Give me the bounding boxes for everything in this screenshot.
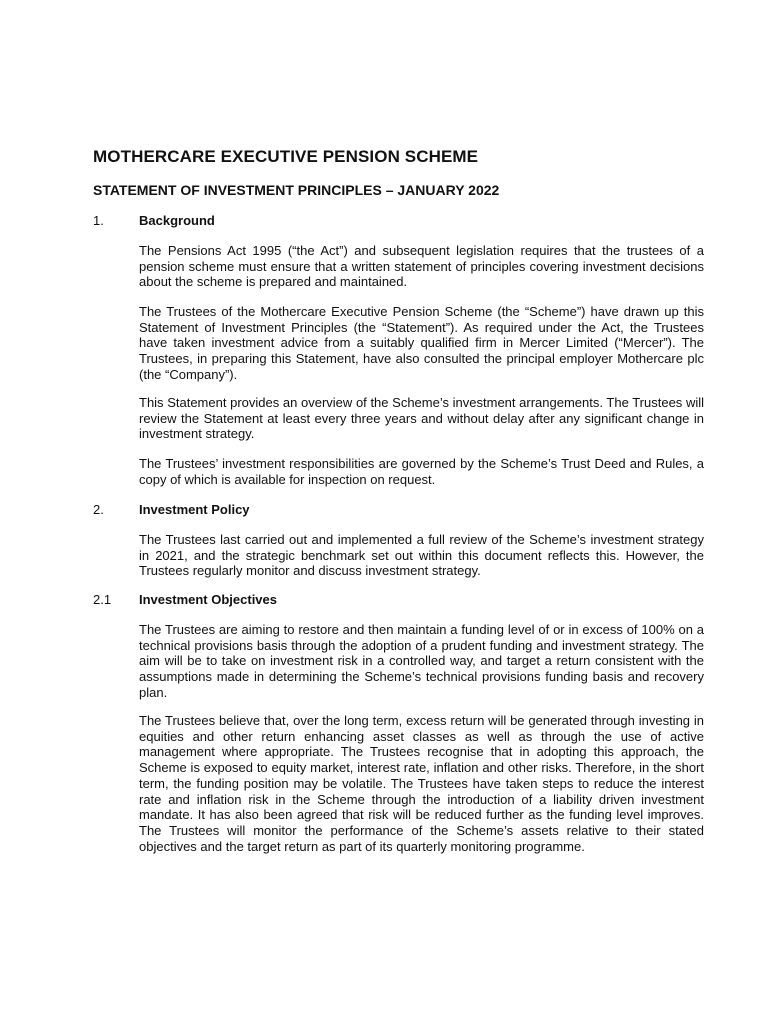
section-number-2: 2. [93,502,104,517]
section-number-2-1: 2.1 [93,592,112,607]
section-number-1: 1. [93,213,104,228]
paragraph: The Trustees’ investment responsibilities are governed by the Scheme’s Trust Deed and Rules, a copy of which is available for inspection on request. [139,456,704,487]
section-heading-background: Background [139,213,215,228]
section-heading-investment-objectives: Investment Objectives [139,592,277,607]
section-heading-investment-policy: Investment Policy [139,502,250,517]
paragraph: The Pensions Act 1995 (“the Act”) and subsequent legislation requires that the trustees of a pension scheme must ensure that a written statement of principles covering investment decisions about the scheme is prepared and maintained. [139,243,704,290]
paragraph: The Trustees are aiming to restore and then maintain a funding level of or in excess of 100% on a technical provisions basis through the adoption of a prudent funding and investment strategy. The aim will be to take on investment risk in a controlled way, and target a return consistent with the assumptions made in determining the Scheme’s technical provisions funding basis and recovery plan. [139,622,704,700]
document-subtitle: STATEMENT OF INVESTMENT PRINCIPLES – JANUARY 2022 [93,182,500,198]
document-title: MOTHERCARE EXECUTIVE PENSION SCHEME [93,147,479,166]
paragraph: The Trustees last carried out and implemented a full review of the Scheme’s investment strategy in 2021, and the strategic benchmark set out within this document reflects this. However, the Trustees regularly monitor and discuss investment strategy. [139,532,704,579]
paragraph: The Trustees of the Mothercare Executive Pension Scheme (the “Scheme”) have drawn up this Statement of Investment Principles (the “Statement”). As required under the Act, the Trustees have taken investment advice from a suitably qualified firm in Mercer Limited (“Mercer”). The Trustees, in preparing this Statement, have also consulted the principal employer Mothercare plc (the “Company”). [139,304,704,382]
paragraph: This Statement provides an overview of the Scheme’s investment arrangements. The Trustees will review the Statement at least every three years and without delay after any significant change in investment strategy. [139,395,704,442]
paragraph: The Trustees believe that, over the long term, excess return will be generated through investing in equities and other return enhancing asset classes as well as through the use of active management where appropriate. The Trustees recognise that in adopting this approach, the Scheme is exposed to equity market, interest rate, inflation and other risks. Therefore, in the short term, the funding position may be volatile. The Trustees have taken steps to reduce the interest rate and inflation risk in the Scheme through the introduction of a liability driven investment mandate. It has also been agreed that risk will be reduced further as the funding level improves. The Trustees will monitor the performance of the Scheme’s assets relative to their stated objectives and the target return as part of its quarterly monitoring programme. [139,713,704,854]
